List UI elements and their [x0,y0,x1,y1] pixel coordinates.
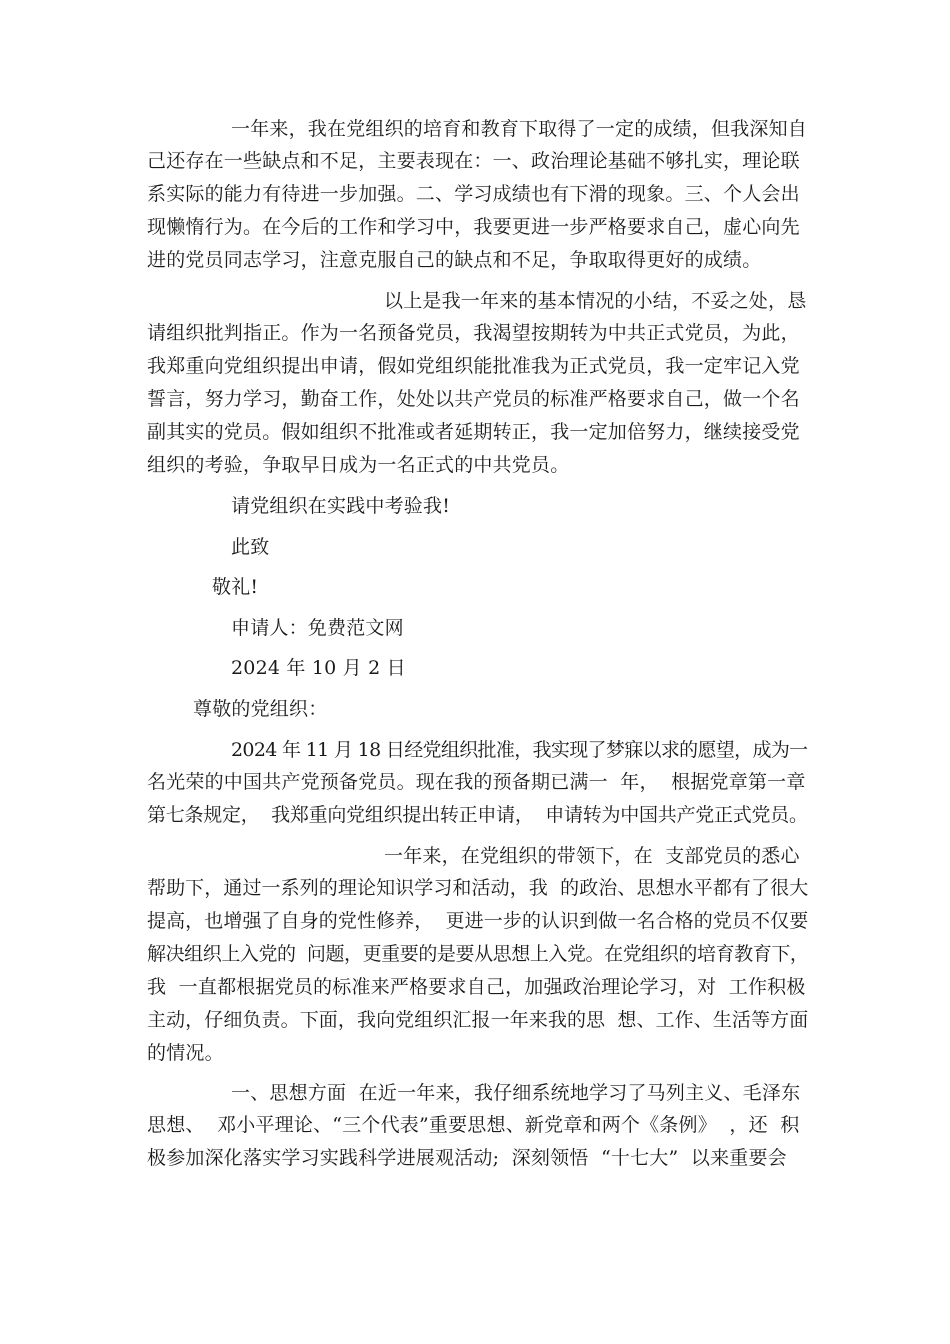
paragraph-4-line: 解决组织上入党的 问题，更重要的是要从思想上入党。在党组织的培育教育下， [147,943,809,965]
paragraph-5-line: 极参加深化落实学习实践科学进展观活动; 深刻领悟 “十七大” 以来重要会 [147,1147,787,1169]
paragraph-1-line: 一年来，我在党组织的培育和教育下取得了一定的成绩，但我深知自 [231,118,808,140]
paragraph-2-line: 组织的考验，争取早日成为一名正式的中共党员。 [147,454,570,476]
salutation: 尊敬的党组织： [193,698,328,720]
paragraph-3-line: 第七条规定， 我郑重向党组织提出转正申请， 申请转为中国共产党正式党员。 [147,804,808,826]
paragraph-1-line: 己还存在一些缺点和不足，主要表现在：一、政治理论基础不够扎实，理论联 [147,150,800,172]
paragraph-4-line: 帮助下，通过一系列的理论知识学习和活动，我 的政治、思想水平都有了很大 [147,877,809,899]
closing-jing-li: 敬礼! [212,576,259,598]
paragraph-1-line: 系实际的能力有待进一步加强。二、学习成绩也有下滑的现象。三、个人会出 [147,183,800,205]
letter-date: 2024 年 10 月 2 日 [231,657,406,679]
paragraph-2-line: 以上是我一年来的基本情况的小结，不妥之处，恳 [384,290,807,312]
paragraph-2-line: 请组织批判指正。作为一名预备党员，我渴望按期转为中共正式党员，为此， [147,322,800,344]
paragraph-4-line: 一年来，在党组织的带领下，在 支部党员的悉心 [384,845,800,867]
paragraph-1-line: 现懒惰行为。在今后的工作和学习中，我要更进一步严格要求自己，虚心向先 [147,216,800,238]
paragraph-3-line: 名光荣的中国共产党预备党员。现在我的预备期已满一 年， 根据党章第一章 [147,771,806,793]
paragraph-3-line: 2024 年 11 月 18 日经党组织批准，我实现了梦寐以求的愿望，成为一 [231,739,808,761]
applicant-signature: 申请人：免费范文网 [231,617,404,639]
paragraph-1-line: 进的党员同志学习，注意克服自己的缺点和不足，争取取得更好的成绩。 [147,249,762,271]
paragraph-4-line: 我 一直都根据党员的标准来严格要求自己，加强政治理论学习，对 工作积极 [147,976,806,998]
paragraph-5-line: 思想、 邓小平理论、“三个代表”重要思想、新党章和两个《条例》 ，还 积 [147,1114,800,1136]
paragraph-4-line: 主动，仔细负责。下面，我向党组织汇报一年来我的思 想、工作、生活等方面 [147,1009,809,1031]
paragraph-2-line: 誓言，努力学习，勤奋工作，处处以共产党员的标准严格要求自己，做一个名 [147,388,800,410]
paragraph-2-line: 我郑重向党组织提出申请，假如党组织能批准我为正式党员，我一定牢记入党 [147,355,800,377]
paragraph-5-line: 一、思想方面 在近一年来，我仔细系统地学习了马列主义、毛泽东 [231,1082,801,1104]
closing-ci-zhi: 此致 [231,536,270,558]
paragraph-2-line: 副其实的党员。假如组织不批准或者延期转正，我一定加倍努力，继续接受党 [147,421,800,443]
paragraph-4-line: 提高，也增强了自身的党性修养， 更进一步的认识到做一名合格的党员不仅要 [147,910,809,932]
closing-request: 请党组织在实践中考验我! [231,495,451,517]
paragraph-4-line: 的情况。 [147,1042,224,1064]
